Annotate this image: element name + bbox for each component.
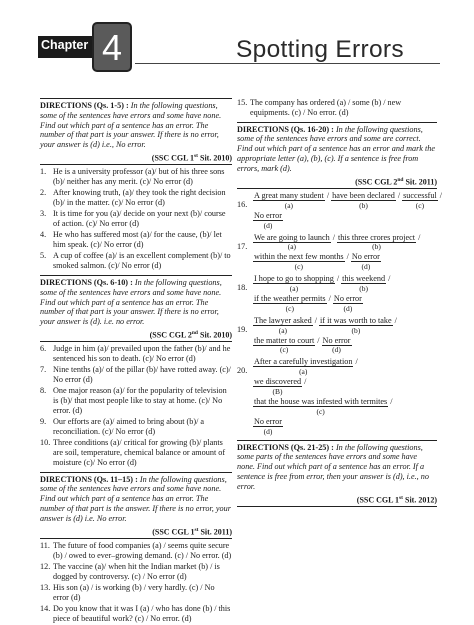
sentence-part-text: have been declared — [332, 191, 395, 201]
question: 9. Our efforts are (a)/ aimed to bring about (b)/ a reconciliation. (c)/ No error (d) — [40, 417, 205, 436]
segment-row — [253, 294, 437, 313]
segmented-question — [237, 233, 437, 272]
sentence-part-text: this three crores project — [338, 232, 416, 242]
chapter-number-box — [92, 22, 132, 72]
sentence-part-text: A great many student — [254, 191, 324, 201]
sentence-part-text: if it was worth to take — [320, 315, 392, 325]
segment-row — [253, 357, 437, 376]
directions-1: DIRECTIONS (Qs. 1-5) : In the following questions, some of the sentences have errors and some have none. Find out which part of a sentence has an error. The number of that part is your answer. If there is no error, your answer is (d) i.e., No error. — [40, 98, 232, 150]
slash-separator: / — [326, 191, 330, 201]
question: 5. A cup of coffee (a)/ is an excellent complement (b)/ to smoked salmon. (c)/ No error (d) — [40, 251, 231, 271]
sentence-part-label: (a) — [287, 242, 297, 252]
directions-4: DIRECTIONS (Qs. 16-20) : In the following questions, some of the sentences have errors and some are correct. Find out which part of a sentence has an error and mark the appropriate letter (a), (b), (c). If a sentence is free from errors, mark (d). — [237, 122, 437, 174]
segment-row — [253, 274, 437, 293]
sentence-part-label: (d) — [343, 303, 353, 313]
sentence-part-label: (c) — [294, 262, 303, 272]
chapter-header — [0, 0, 474, 82]
sentence-part — [333, 294, 363, 313]
sentence-part-text: this weekend — [342, 274, 386, 284]
sentence-part-label: (d) — [332, 345, 341, 355]
source-3: (SSC CGL 1st Sit. 2011) — [40, 526, 232, 539]
source-2: (SSC CGL 2nd Sit. 2010) — [40, 329, 232, 342]
sentence-part — [253, 252, 345, 271]
sentence-part-label: (B) — [272, 387, 283, 396]
sentence-part-label: (c) — [285, 303, 294, 313]
sentence-part — [402, 191, 438, 210]
sentence-part-text: No error — [333, 294, 362, 304]
sentence-part — [341, 274, 386, 293]
sentence-part — [253, 417, 283, 436]
segment-row — [253, 397, 437, 416]
segment-row — [253, 211, 437, 230]
right-column — [237, 98, 443, 509]
segment-row — [253, 252, 437, 271]
sentence-part-text: within the next few months — [254, 252, 344, 262]
question: 2. After knowing truth, (a)/ they took the right decision (b)/ in the matter. (c)/ No error (d) — [40, 188, 226, 208]
sentence-part-label: (b) — [359, 284, 368, 294]
slash-separator: / — [418, 232, 421, 242]
sentence-part-text: that the house was infested with termites — [254, 397, 388, 406]
slash-separator: / — [394, 315, 397, 325]
sentence-part-label: (d) — [263, 220, 273, 230]
segment-row — [253, 417, 437, 436]
question-number: 19. — [237, 324, 248, 334]
directions-5: DIRECTIONS (Qs. 21-25) : In the following questions, some parts of the sentences have errors and some have none. Find out which part of a sentence has an error. If a sentence is free from error, then your answer is (d), i.e., no error. — [237, 440, 437, 492]
sentence-part-text: No error — [254, 416, 282, 426]
slash-separator: / — [388, 274, 391, 284]
sentence-part-label: (c) — [316, 406, 325, 416]
sentence-part — [331, 191, 396, 210]
segmented-question — [237, 274, 437, 313]
source-4: (SSC CGL 2nd Sit. 2011) — [237, 176, 437, 189]
sentence-part — [337, 233, 416, 252]
question: 7. Nine tenths (a)/ of the pillar (b)/ have rotted away. (c)/ No error (d) — [40, 365, 231, 385]
segment-row — [253, 336, 437, 355]
directions-2: DIRECTIONS (Qs. 6-10) : In the following questions, some of the sentences have errors and some have none. Find out which part of a sentence has an error. The number of that part is your answer. If there is no error, your answer is (d). i.e. no error. — [40, 275, 232, 327]
source-5: (SSC CGL 1st Sit. 2012) — [237, 494, 437, 507]
sentence-part — [253, 377, 302, 396]
sentence-part-text: No error — [322, 335, 351, 345]
question: 15. The company has ordered (a) / some (b) / new equipments. (c) / No error. (d) — [237, 98, 402, 117]
sentence-part-text: the matter to court — [254, 335, 315, 345]
slash-separator: / — [355, 357, 358, 367]
segment-row — [253, 316, 437, 335]
question: 3. It is time for you (a)/ decide on your next (b)/ course of action. (c)/ No error (d) — [40, 209, 226, 229]
question: 6. Judge in him (a)/ prevailed upon the father (b)/ and he sentenced his son to death. (c)/ No error (d) — [40, 344, 231, 364]
sentence-part — [253, 316, 313, 335]
sentence-part — [253, 191, 325, 210]
slash-separator: / — [328, 294, 331, 304]
sentence-part — [253, 357, 353, 376]
sentence-part — [253, 274, 335, 293]
question-number: 18. — [237, 283, 248, 293]
sentence-part-label: (d) — [361, 262, 371, 272]
question: 8. One major reason (a)/ for the popularity of television is (b)/ that most people like to stay at home. (c)/ No error. (d) — [40, 386, 227, 415]
sentence-part-label: (a) — [289, 284, 299, 294]
question: 10. Three conditions (a)/ critical for growing (b)/ plants are soil, temperature, chemical balance or amount of moisture (c)/ No error (d) — [40, 438, 226, 467]
segmented-question — [237, 191, 443, 230]
sentence-part-label: (c) — [415, 200, 425, 210]
sentence-part — [253, 397, 388, 416]
sentence-part — [253, 211, 283, 230]
sentence-part-label: (b) — [351, 325, 361, 335]
sentence-part-text: I hope to go to shopping — [254, 274, 334, 284]
slash-separator: / — [397, 191, 401, 201]
question: 4. He who has suffered most (a)/ for the cause, (b)/ let him speak. (c)/ No error (d) — [40, 230, 222, 250]
slash-separator: / — [304, 377, 307, 387]
sentence-part-text: if the weather permits — [254, 294, 326, 304]
slash-separator: / — [317, 335, 320, 345]
sentence-part-label: (a) — [299, 367, 308, 377]
question: 12. The vaccine (a)/ when hit the Indian market (b) / is dogged by controversy. (c) / No error (d) — [40, 561, 220, 581]
sentence-part-label: (a) — [284, 200, 294, 210]
question-number: 17. — [237, 241, 248, 251]
sentence-part-text: After a carefully investigation — [254, 357, 353, 367]
sentence-part-text: we discovered — [254, 377, 302, 387]
question: 11. The future of food companies (a) / seems quite secure (b) / owed to ever–growing demand. (c) / No error. (d) — [40, 540, 232, 560]
sentence-part-text: No error — [351, 252, 380, 262]
segmented-questions — [237, 191, 443, 436]
chapter-label: Chapter — [41, 38, 89, 52]
slash-separator: / — [336, 274, 340, 284]
left-column — [40, 98, 232, 625]
source-1: (SSC CGL 1st Sit. 2010) — [40, 152, 232, 165]
slash-separator: / — [332, 232, 336, 242]
sentence-part-text: successful — [403, 191, 437, 201]
sentence-part — [253, 233, 331, 252]
sentence-part-label: (d) — [263, 426, 273, 436]
sentence-part-label: (c) — [279, 345, 289, 355]
page-title: Spotting Errors — [236, 36, 404, 63]
sentence-part — [319, 316, 393, 335]
sentence-part-label: (b) — [372, 242, 381, 252]
sentence-part-label: (b) — [359, 200, 368, 210]
sentence-part — [322, 336, 352, 355]
segment-row — [253, 377, 437, 396]
segment-row — [253, 191, 443, 210]
directions-3: DIRECTIONS (Qs. 11–15) : In the following questions, some of the sentences have errors and some have none. Find out which part of a sentence has an error. The number of that part is the answer. If there is no error, your answer is (d) i.e. No error. — [40, 472, 232, 524]
sentence-part — [351, 252, 381, 271]
sentence-part-label: (a) — [278, 325, 288, 335]
slash-separator: / — [390, 397, 393, 406]
question-number: 16. — [237, 200, 248, 210]
slash-separator: / — [346, 252, 349, 262]
question: 13. His son (a) / is working (b) / very hardly. (c) / No error (d) — [40, 582, 215, 602]
slash-separator: / — [314, 315, 318, 325]
question-number: 20. — [237, 366, 248, 376]
sentence-part — [253, 336, 315, 355]
sentence-part — [253, 294, 327, 313]
question: 1. He is a university professor (a)/ but of his three sons (b)/ neither has any merit. (c)/ No error (d) — [40, 167, 225, 187]
chapter-number: 4 — [101, 27, 123, 68]
segment-row — [253, 233, 437, 252]
question: 14. Do you know that it was I (a) / who has done (b) / this piece of beautiful work? (c) / No error. (d) — [40, 603, 231, 623]
segmented-question — [237, 357, 437, 435]
slash-separator: / — [439, 191, 443, 201]
segmented-question — [237, 316, 437, 355]
sentence-part-text: The lawyer asked — [254, 315, 312, 325]
sentence-part-text: No error — [254, 210, 282, 220]
sentence-part-text: We are going to launch — [254, 232, 330, 242]
